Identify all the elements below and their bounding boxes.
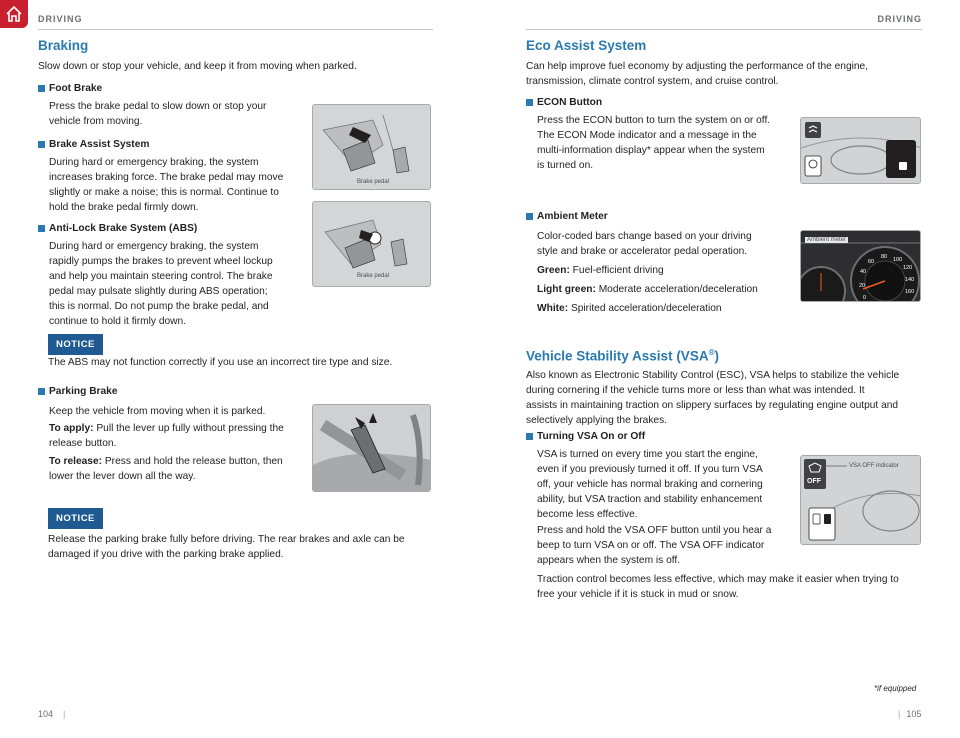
text-line: VSA is turned on every time you start the engine, xyxy=(537,449,758,460)
vsa-title-text: Vehicle Stability Assist (VSA xyxy=(526,348,709,364)
vsa-figure xyxy=(800,455,921,545)
home-button[interactable] xyxy=(0,0,28,28)
page-number-text: 105 xyxy=(906,709,922,719)
gauge-number: 60 xyxy=(868,259,875,265)
text-line: continue to hold it firmly down. xyxy=(49,316,187,327)
registered-mark: ® xyxy=(708,348,715,357)
text-line: release button. xyxy=(49,438,117,449)
braking-intro: Slow down or stop your vehicle, and keep it from moving when parked. xyxy=(38,61,357,72)
text-line: even if you previously turned it off. If you turn VSA xyxy=(537,464,763,475)
parking-brake-heading-text: Parking Brake xyxy=(49,386,118,397)
white-label: White: xyxy=(537,303,569,314)
text-line: During hard or emergency braking, the system xyxy=(49,157,259,168)
vsa-title-end: ) xyxy=(714,348,719,364)
brake-assist-text xyxy=(49,155,283,215)
text-line: during cornering if the vehicle turns more or less than what was intended. It xyxy=(526,385,865,396)
bullet-square-icon xyxy=(38,141,45,148)
parking-release xyxy=(49,454,283,484)
notice-badge: NOTICE xyxy=(48,334,103,355)
gauge-number: 40 xyxy=(860,269,867,275)
vsa-off-label: OFF xyxy=(807,478,821,485)
vsa-intro xyxy=(526,368,899,428)
text-line: ability, but VSA traction and stability enhancement xyxy=(537,494,763,505)
bullet-square-icon xyxy=(38,388,45,395)
right-section-label: DRIVING xyxy=(877,14,922,24)
parking-intro: Keep the vehicle from moving when it is parked. xyxy=(49,406,266,417)
abs-heading-text: Anti-Lock Brake System (ABS) xyxy=(49,223,198,234)
abs-text xyxy=(49,239,273,329)
text-line: appears when the system is off. xyxy=(537,555,681,566)
vsa-para1 xyxy=(537,447,763,522)
gauge-number: 160 xyxy=(905,289,915,295)
notice-badge: NOTICE xyxy=(48,508,103,529)
braking-title: Braking xyxy=(38,38,89,53)
text-line: increases braking force. The brake pedal may move xyxy=(49,172,284,183)
econ-figure xyxy=(800,117,921,184)
brake-pedal-figure-1 xyxy=(312,104,431,190)
text-line: free your vehicle if it is stuck in mud or snow. xyxy=(537,589,739,600)
parking-brake-illustration xyxy=(313,405,431,492)
bullet-square-icon xyxy=(526,99,533,106)
ambient-heading-text: Ambient Meter xyxy=(537,211,608,222)
figure-caption: Ambient meter xyxy=(807,237,847,243)
light-green-label: Light green: xyxy=(537,284,596,295)
white-text: Spirited acceleration/deceleration xyxy=(568,303,722,314)
light-green-text: Moderate acceleration/deceleration xyxy=(595,284,758,295)
text-line: rapidly pumps the brakes to prevent wheel lockup xyxy=(49,256,273,267)
gauge-number: 80 xyxy=(881,254,888,260)
eco-intro xyxy=(526,59,868,89)
bullet-square-icon xyxy=(38,225,45,232)
vsa-dashboard-illustration xyxy=(801,456,921,545)
ambient-white xyxy=(537,301,722,316)
brake-pedal-illustration xyxy=(313,105,431,190)
text-line: assists in maintaining traction on slippery surfaces by regulating engine output and xyxy=(526,400,899,411)
parking-apply xyxy=(49,421,284,451)
brake-assist-heading xyxy=(38,139,149,150)
gauge-number: 100 xyxy=(893,257,903,263)
text-line: Also known as Electronic Stability Control (ESC), VSA helps to stabilize the vehicle xyxy=(526,370,900,381)
brake-pedal-figure-2 xyxy=(312,201,431,287)
text-line: transmission, climate control system, and cruise control. xyxy=(526,76,779,87)
text-line: this is normal. Do not pump the brake pedal, and xyxy=(49,301,269,312)
turning-vsa-heading xyxy=(526,431,645,442)
text-line: Press the brake pedal to slow down or stop your xyxy=(49,101,267,112)
text-line: Can help improve fuel economy by adjusting the performance of the engine, xyxy=(526,61,869,72)
text-line: Traction control becomes less effective, which may make it easier when trying to xyxy=(537,574,899,585)
right-header-rule xyxy=(526,29,922,30)
text-line: vehicle from moving. xyxy=(49,116,143,127)
text-line: become less effective. xyxy=(537,509,638,520)
text-line: selectively applying the brakes. xyxy=(526,415,668,426)
econ-dashboard-illustration xyxy=(801,118,921,184)
ambient-light-green xyxy=(537,282,758,297)
notice2-text xyxy=(48,532,405,562)
parking-brake-heading xyxy=(38,386,118,397)
text-line: multi-information display* appear when the system xyxy=(537,145,765,156)
green-label: Green: xyxy=(537,265,570,276)
parking-brake-figure xyxy=(312,404,431,492)
figure-caption: VSA OFF indicator xyxy=(849,463,899,469)
econ-heading-text: ECON Button xyxy=(537,97,603,108)
econ-text xyxy=(537,113,770,173)
home-icon xyxy=(5,5,23,23)
text-line: lower the lever down all the way. xyxy=(49,471,196,482)
bullet-square-icon xyxy=(38,85,45,92)
ambient-meter-heading xyxy=(526,211,608,222)
vsa-para3 xyxy=(537,572,899,602)
left-header-rule xyxy=(38,29,433,30)
text-line: Release the parking brake fully before driving. The rear brakes and axle can be xyxy=(48,534,405,545)
foot-brake-heading xyxy=(38,83,102,94)
text-line: Press the ECON button to turn the system on or off. xyxy=(537,115,771,126)
text-line: During hard or emergency braking, the system xyxy=(49,241,259,252)
turning-vsa-heading-text: Turning VSA On or Off xyxy=(537,431,646,442)
if-equipped-note: *if equipped xyxy=(874,684,917,693)
text-line: damaged if you drive with the parking brake applied. xyxy=(48,549,284,560)
ambient-text xyxy=(537,229,752,259)
gauge-number: 120 xyxy=(903,265,913,271)
text-line: slightly or make a noise; this is normal. Continue to xyxy=(49,187,279,198)
foot-brake-heading-text: Foot Brake xyxy=(49,83,103,94)
left-section-label: DRIVING xyxy=(38,14,83,24)
foot-brake-text xyxy=(49,99,266,129)
text-line: beep to turn VSA on or off. The VSA OFF indicator xyxy=(537,540,765,551)
figure-caption: Brake pedal xyxy=(357,179,390,185)
text-line: hold the brake pedal firmly down. xyxy=(49,202,199,213)
release-label: To release: xyxy=(49,456,103,467)
text-line: off, your vehicle has normal braking and cornering xyxy=(537,479,763,490)
brake-assist-heading-text: Brake Assist System xyxy=(49,139,150,150)
gauge-number: 20 xyxy=(859,283,866,289)
bullet-square-icon xyxy=(526,213,533,220)
text-line: pedal may pulsate slightly during ABS operation; xyxy=(49,286,268,297)
figure-caption: Brake pedal xyxy=(357,273,390,279)
apply-label: To apply: xyxy=(49,423,94,434)
right-page-number: | 105 xyxy=(898,709,922,719)
text-line: Press and hold the VSA OFF button until you hear a xyxy=(537,525,772,536)
release-text: Press and hold the release button, then xyxy=(102,456,283,467)
apply-text: Pull the lever up fully without pressing the xyxy=(93,423,284,434)
text-line: is turned on. xyxy=(537,160,594,171)
econ-button-heading xyxy=(526,97,602,108)
text-line: and help you maintain steering control. The brake xyxy=(49,271,273,282)
text-line: style and brake or accelerator pedal operation. xyxy=(537,246,748,257)
page-number-text: 104 xyxy=(38,709,54,719)
green-text: Fuel-efficient driving xyxy=(569,265,664,276)
notice1-text: The ABS may not function correctly if you use an incorrect tire type and size. xyxy=(48,357,393,368)
ambient-meter-figure xyxy=(800,230,921,302)
text-line: Color-coded bars change based on your driving xyxy=(537,231,752,242)
ambient-green xyxy=(537,263,664,278)
vsa-title xyxy=(526,348,719,364)
eco-assist-title: Eco Assist System xyxy=(526,38,647,53)
bullet-square-icon xyxy=(526,433,533,440)
gauge-number: 0 xyxy=(863,295,867,301)
text-line: The ECON Mode indicator and a message in the xyxy=(537,130,757,141)
gauge-number: 140 xyxy=(905,277,915,283)
abs-heading xyxy=(38,223,197,234)
vsa-para2 xyxy=(537,523,771,568)
left-page-number: 104 | xyxy=(38,709,66,719)
